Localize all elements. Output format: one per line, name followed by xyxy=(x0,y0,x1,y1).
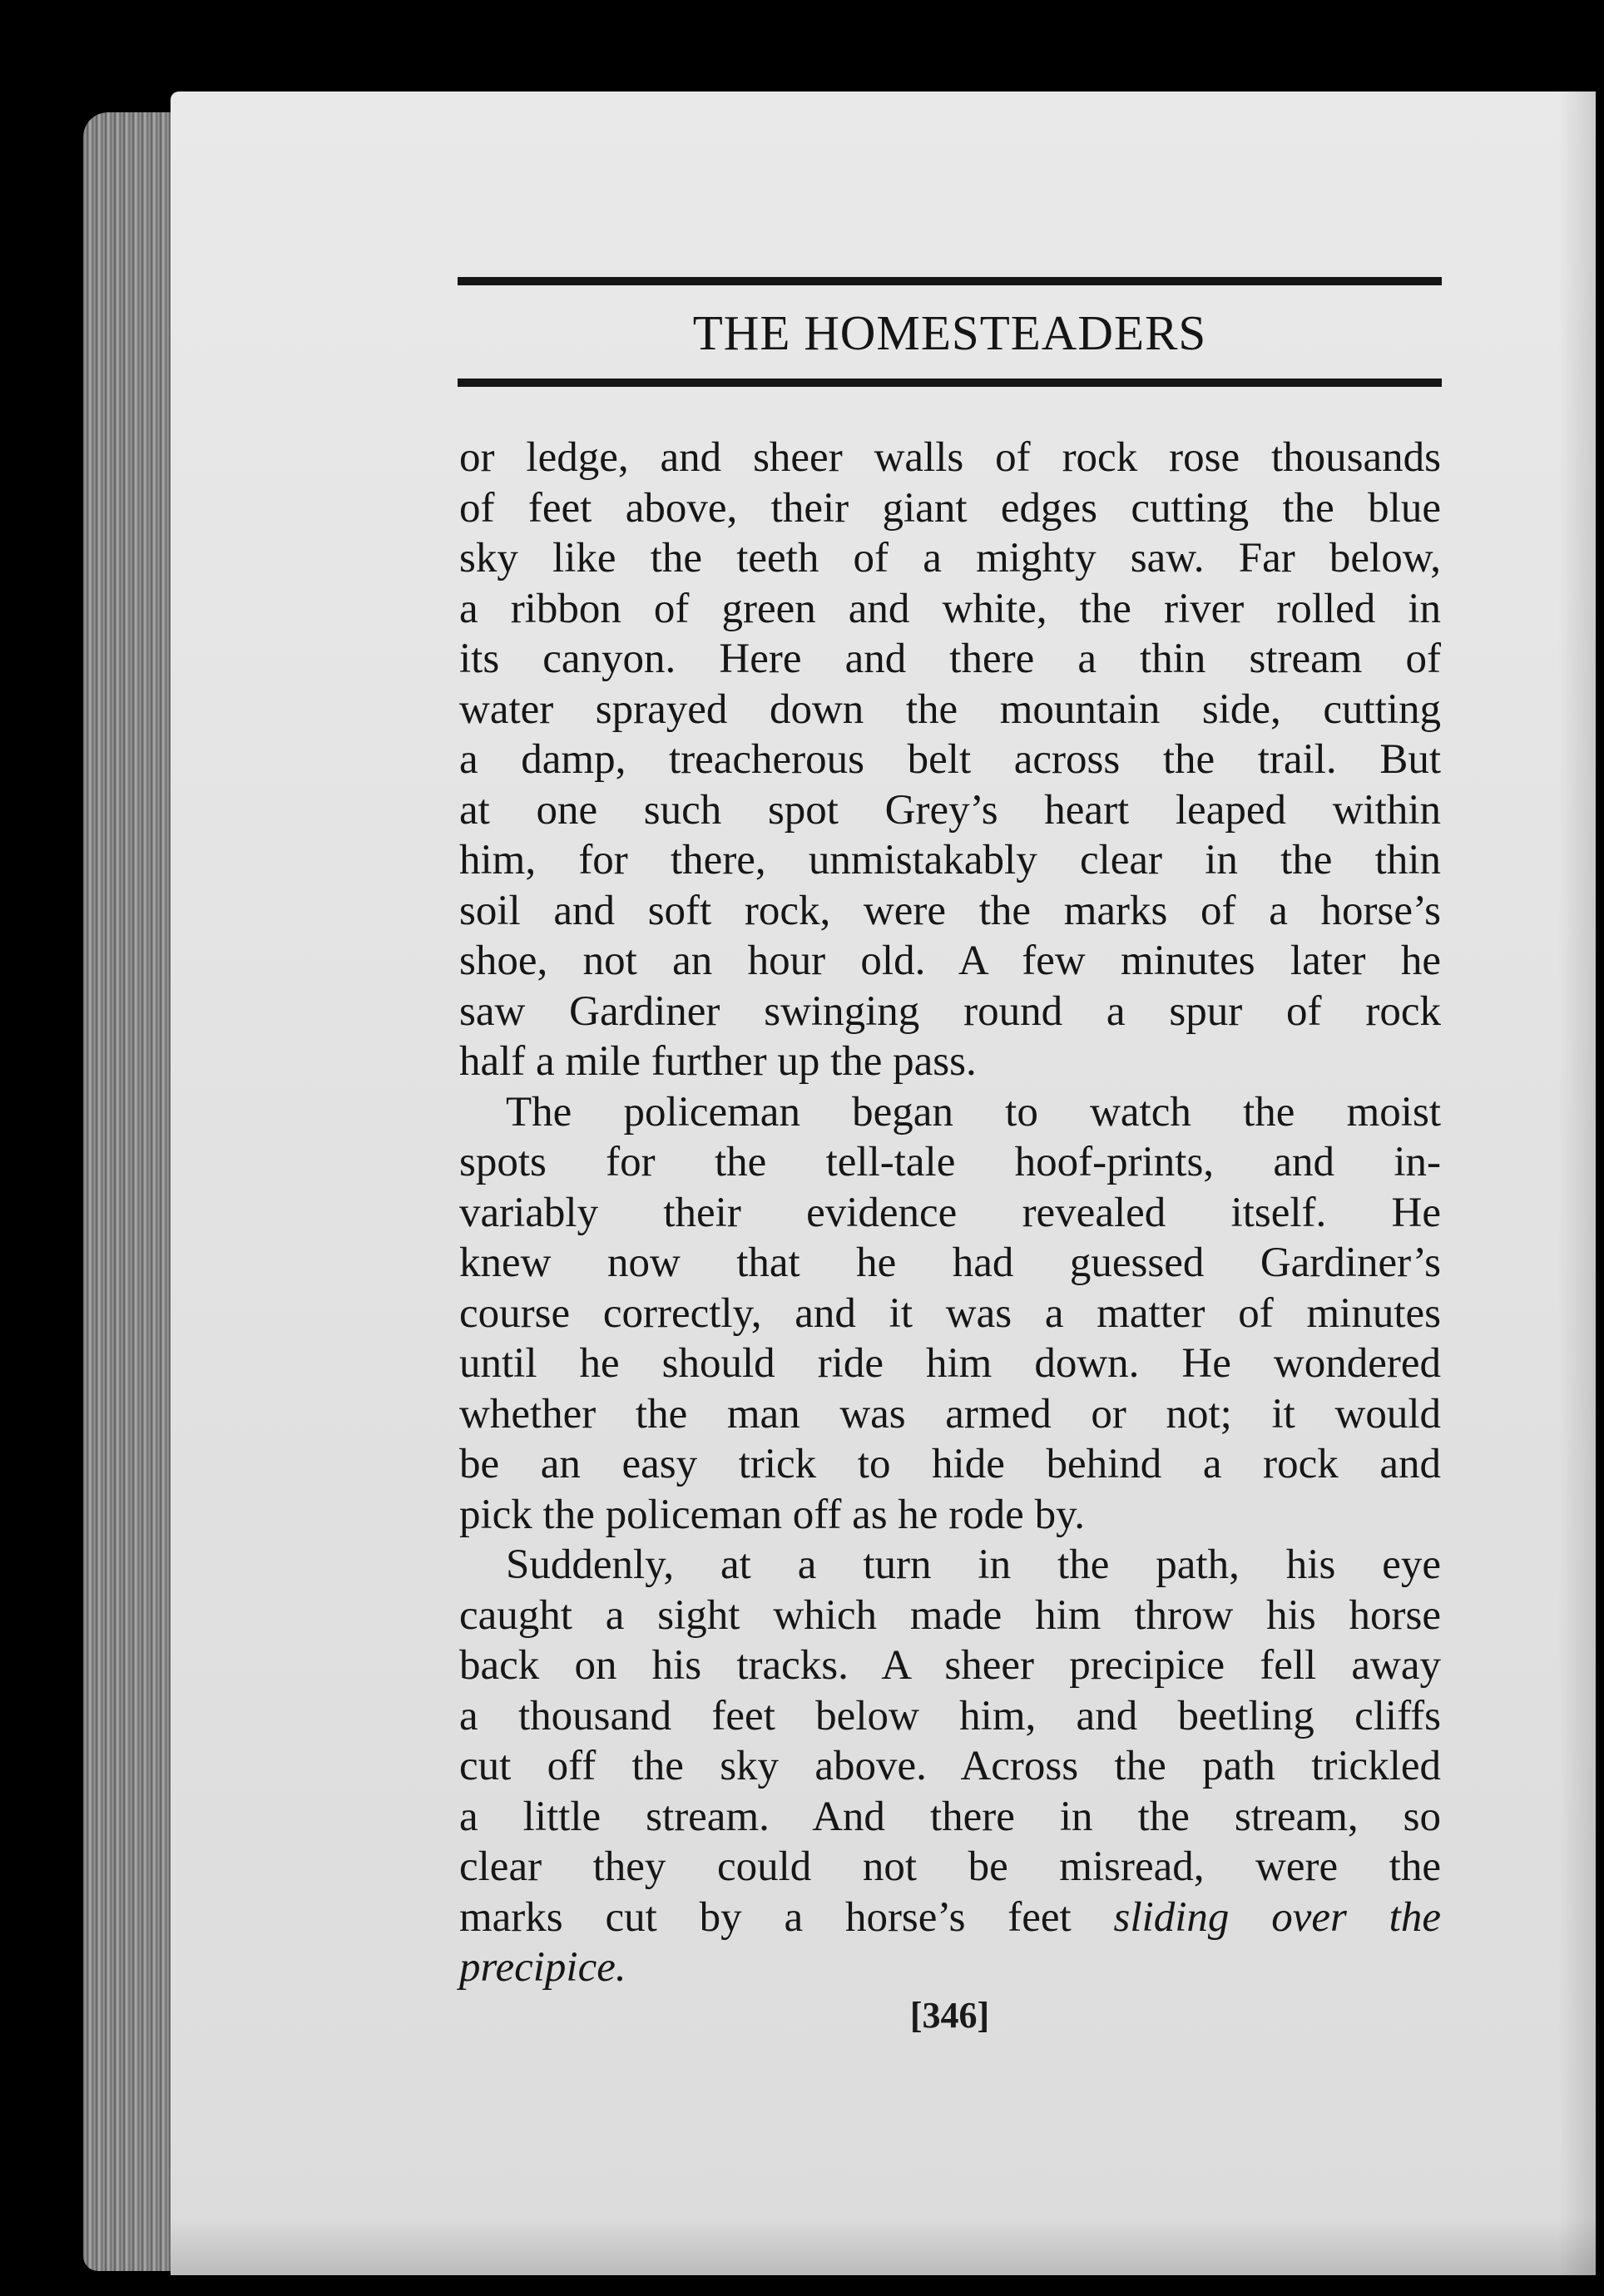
text-line: whether the man was armed or not; it would xyxy=(459,1390,1441,1437)
text-line: variably their evidence revealed itself. He xyxy=(459,1189,1441,1236)
text-line: back on his tracks. A sheer precipice fell away xyxy=(459,1642,1441,1689)
text-line: knew now that he had guessed Gardiner’s xyxy=(459,1240,1441,1286)
text-line: Suddenly, at a turn in the path, his eye xyxy=(506,1541,1441,1588)
header-rule-bottom xyxy=(458,379,1442,387)
text-line xyxy=(459,1942,1441,1993)
text-line: sky like the teeth of a mighty saw. Far below, xyxy=(459,535,1441,581)
body-text xyxy=(459,433,1441,1993)
text-line: him, for there, unmistakably clear in the thin xyxy=(459,837,1441,883)
page-number: [346] xyxy=(909,1995,990,2036)
running-head: THE HOMESTEADERS xyxy=(692,305,1207,360)
text-line: at one such spot Grey’s heart leaped within xyxy=(459,786,1441,834)
text-line: a ribbon of green and white, the river rolled in xyxy=(459,585,1441,632)
text-line: spots for the tell-tale hoof-prints, and in- xyxy=(459,1139,1441,1185)
header-rule-top xyxy=(458,277,1442,285)
text-line: until he should ride him down. He wondered xyxy=(459,1340,1441,1387)
text-line: be an easy trick to hide behind a rock and xyxy=(459,1441,1441,1487)
text-line: saw Gardiner swinging round a spur of rock xyxy=(459,987,1441,1035)
text-line: cut off the sky above. Across the path trickled xyxy=(459,1743,1441,1789)
text-line: pick the policeman off as he rode by. xyxy=(459,1491,1086,1538)
text-line: or ledge, and sheer walls of rock rose thousands xyxy=(459,434,1441,481)
text-line: water sprayed down the mountain side, cutting xyxy=(459,685,1441,733)
text-line: clear they could not be misread, were the xyxy=(459,1843,1441,1890)
italic-phrase: sliding over the xyxy=(1113,1893,1441,1941)
text-line: shoe, not an hour old. A few minutes later he xyxy=(459,938,1441,984)
text-line: of feet above, their giant edges cutting the blue xyxy=(459,484,1441,532)
text-line: course correctly, and it was a matter of minutes xyxy=(459,1289,1441,1337)
italic-phrase: precipice. xyxy=(459,1944,626,1991)
page-edge xyxy=(83,112,183,2271)
text-line: its canyon. Here and there a thin stream of xyxy=(459,636,1441,682)
text-line: half a mile further up the pass. xyxy=(459,1038,977,1085)
text-line: a damp, treacherous belt across the trail. But xyxy=(459,736,1441,783)
text-line: a thousand feet below him, and beetling cliffs xyxy=(459,1692,1441,1739)
text-line: The policeman began to watch the moist xyxy=(506,1088,1441,1136)
text-line: caught a sight which made him throw his horse xyxy=(459,1591,1441,1639)
text-line: a little stream. And there in the stream, so xyxy=(459,1793,1441,1840)
text-line: soil and soft rock, were the marks of a horse’s xyxy=(459,887,1441,934)
text-line: marks cut by a horse’s feet sliding over the xyxy=(459,1893,1441,1941)
page-shadow-right xyxy=(1558,92,1596,2275)
page-shadow-bottom xyxy=(171,2217,1596,2275)
